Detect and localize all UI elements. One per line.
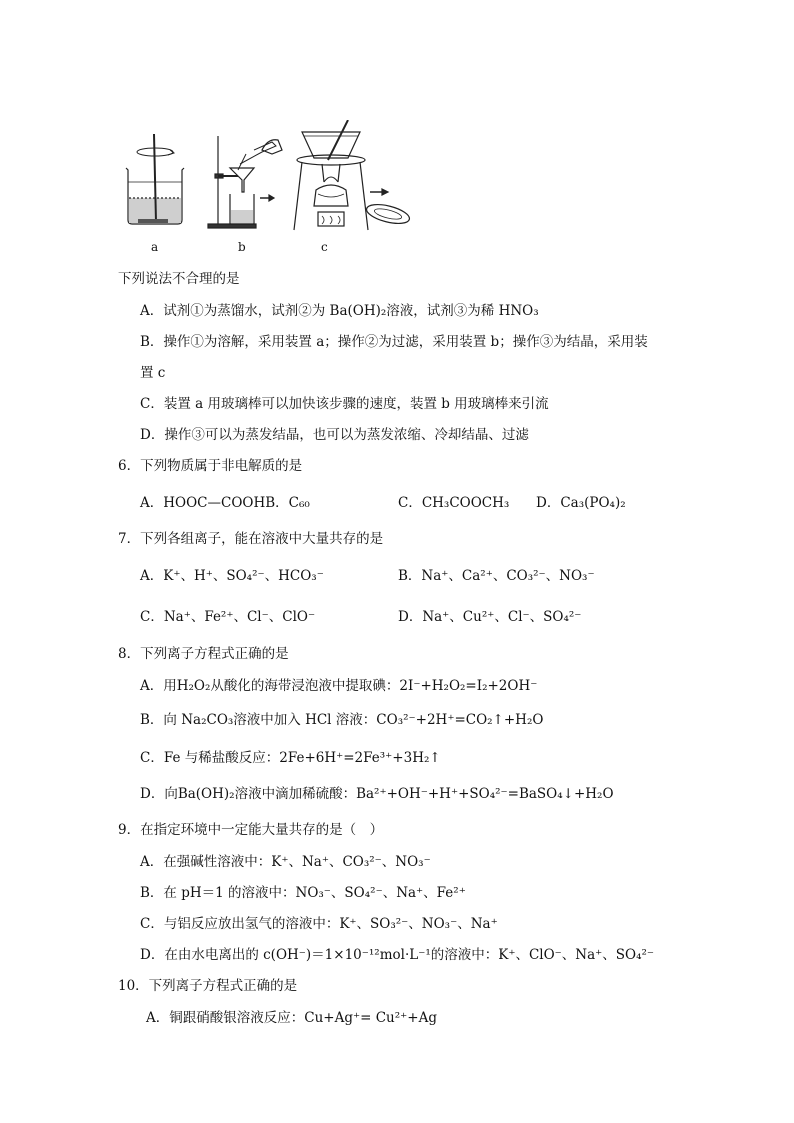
q5-option-b-line1: B．操作①为溶解，采用装置 a；操作②为过滤，采用装置 b；操作③为结晶，采用装 xyxy=(140,334,648,350)
q7-stem: 7．下列各组离子，能在溶液中大量共存的是 xyxy=(118,531,384,547)
q7-option-b: B．Na⁺、Ca²⁺、CO₃²⁻、NO₃⁻ xyxy=(398,568,595,584)
q7-option-d: D．Na⁺、Cu²⁺、Cl⁻、SO₄²⁻ xyxy=(398,609,582,625)
q10-stem: 10．下列离子方程式正确的是 xyxy=(118,978,298,994)
q6-option-ab: A．HOOC—COOHB．C₆₀ xyxy=(140,495,310,511)
q7-option-a: A．K⁺、H⁺、SO₄²⁻、HCO₃⁻ xyxy=(140,568,324,584)
figure-label-a: a xyxy=(151,240,159,254)
q8-option-c: C．Fe 与稀盐酸反应：2Fe+6H⁺=2Fe³⁺+3H₂↑ xyxy=(140,750,441,766)
q9-stem: 9．在指定环境中一定能大量共存的是（ ） xyxy=(118,822,384,838)
q8-option-b: B．向 Na₂CO₃溶液中加入 HCl 溶液：CO₃²⁻+2H⁺=CO₂↑+H₂O xyxy=(140,712,544,728)
q9-option-b: B．在 pH＝1 的溶液中：NO₃⁻、SO₄²⁻、Na⁺、Fe²⁺ xyxy=(140,885,466,901)
q6-option-d: D．Ca₃(PO₄)₂ xyxy=(536,495,626,511)
q10-option-a: A．铜跟硝酸银溶液反应：Cu+Ag⁺= Cu²⁺+Ag xyxy=(146,1010,437,1026)
q7-option-c: C．Na⁺、Fe²⁺、Cl⁻、ClO⁻ xyxy=(140,609,316,625)
q5-option-c: C．装置 a 用玻璃棒可以加快该步骤的速度，装置 b 用玻璃棒来引流 xyxy=(140,396,549,412)
q5-option-a: A．试剂①为蒸馏水，试剂②为 Ba(OH)₂溶液，试剂③为稀 HNO₃ xyxy=(140,303,539,319)
figure-label-c: c xyxy=(321,240,328,254)
q5-option-b-line2: 置 c xyxy=(140,365,166,381)
q8-option-a: A．用H₂O₂从酸化的海带浸泡液中提取碘：2I⁻+H₂O₂=I₂+2OH⁻ xyxy=(140,678,538,694)
apparatus-figure xyxy=(112,120,432,260)
q8-stem: 8．下列离子方程式正确的是 xyxy=(118,646,289,662)
q5-option-d: D．操作③可以为蒸发结晶，也可以为蒸发浓缩、冷却结晶、过滤 xyxy=(140,427,529,443)
figure-label-b: b xyxy=(238,240,246,254)
filtration-apparatus-b xyxy=(208,136,282,228)
evaporation-apparatus-c xyxy=(294,120,411,230)
q5-stem: 下列说法不合理的是 xyxy=(118,271,240,287)
beaker-apparatus-a xyxy=(126,134,184,224)
q8-option-d: D．向Ba(OH)₂溶液中滴加稀硫酸：Ba²⁺+OH⁻+H⁺+SO₄²⁻=BaSO₄↓+H₂O xyxy=(140,786,614,802)
q6-option-c: C．CH₃COOCH₃ xyxy=(398,495,510,511)
q9-option-a: A．在强碱性溶液中：K⁺、Na⁺、CO₃²⁻、NO₃⁻ xyxy=(140,854,431,870)
q9-option-c: C．与铝反应放出氢气的溶液中：K⁺、SO₃²⁻、NO₃⁻、Na⁺ xyxy=(140,916,498,932)
q6-stem: 6．下列物质属于非电解质的是 xyxy=(118,458,303,474)
q9-option-d: D．在由水电离出的 c(OH⁻)＝1×10⁻¹²mol·L⁻¹的溶液中：K⁺、ClO⁻、Na⁺、SO₄²⁻ xyxy=(140,947,655,963)
